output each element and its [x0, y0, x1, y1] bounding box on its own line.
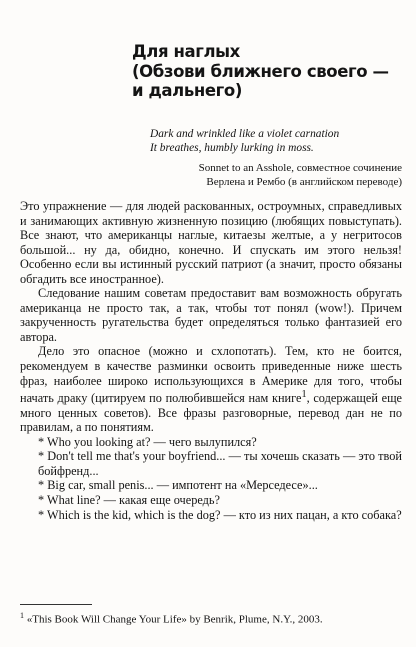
epigraph-attribution: [140, 161, 402, 189]
heading-line-2: (Обзови ближнего своего —: [132, 61, 389, 81]
heading-line-1: Для наглых: [132, 42, 240, 61]
paragraph-2: Следование нашим советам предоставит вам возможность обругать американца не просто так, а так, чтобы тот понял (wow!). Причем закрученность ругательства будет определяться только фантазией его автора.: [20, 286, 402, 344]
phrase-3: * Big car, small penis... — импотент на «Мерседесе»...: [38, 478, 318, 493]
epigraph-line-1: Dark and wrinkled like a violet carnation: [150, 128, 340, 140]
chapter-heading: [132, 42, 402, 101]
attribution-line-2: Верлена и Рембо (в английском переводе): [206, 176, 402, 188]
heading-line-3: и дальнего): [132, 81, 242, 100]
footnote-text: «This Book Will Change Your Life» by Benrik, Plume, N.Y., 2003.: [26, 613, 323, 626]
phrase-1: * Who you looking at? — чего вылупился?: [38, 434, 257, 449]
footnote-marker: 1: [20, 611, 24, 620]
body-text: [20, 199, 402, 522]
phrase-2: * Don't tell me that's your boyfriend... — ты хочешь сказать — это твой бойфренд...: [38, 449, 402, 478]
footnote-reference: 1: [301, 389, 307, 401]
footnote: [20, 609, 402, 627]
paragraph-3: [20, 344, 402, 434]
paragraph-3-part-b: , содержащей еще много ценных советов). Все фразы разговорные, перевод дан не по правилам, а по понятиям.: [20, 391, 403, 435]
paragraph-1: Это упражнение — для людей раскованных, остроумных, справедливых и занимающих активную жизненную позицию (любящих повыступать). Все знают, что американцы наглые, китаезы желтые, а у негритосов большой... ну да, обидно, конечно. И спускать им этого нельзя! Особенно если вы истинный русский патриот (а значит, просто обязаны обгадить все иностранное).: [20, 199, 402, 286]
phrase-4: * What line? — какая еще очередь?: [38, 493, 220, 508]
epigraph: [150, 127, 402, 155]
footnote-divider: [20, 604, 92, 605]
paragraph-3-part-a: Дело это опасное (можно и схлопотать). Тем, кто не боится, рекомендуем в качестве разминки освоить приведенные ниже шесть фраз, наиболее широко использующихся в Америке для того, чтобы начать драку (цитируем по полюбившейся нам книге: [20, 344, 402, 406]
epigraph-line-2: It breathes, humbly lurking in moss.: [150, 142, 314, 154]
phrase-5: * Which is the kid, which is the dog? — кто из них пацан, а кто собака?: [38, 507, 402, 522]
attribution-line-1: Sonnet to an Asshole, совместное сочинение: [198, 162, 402, 174]
